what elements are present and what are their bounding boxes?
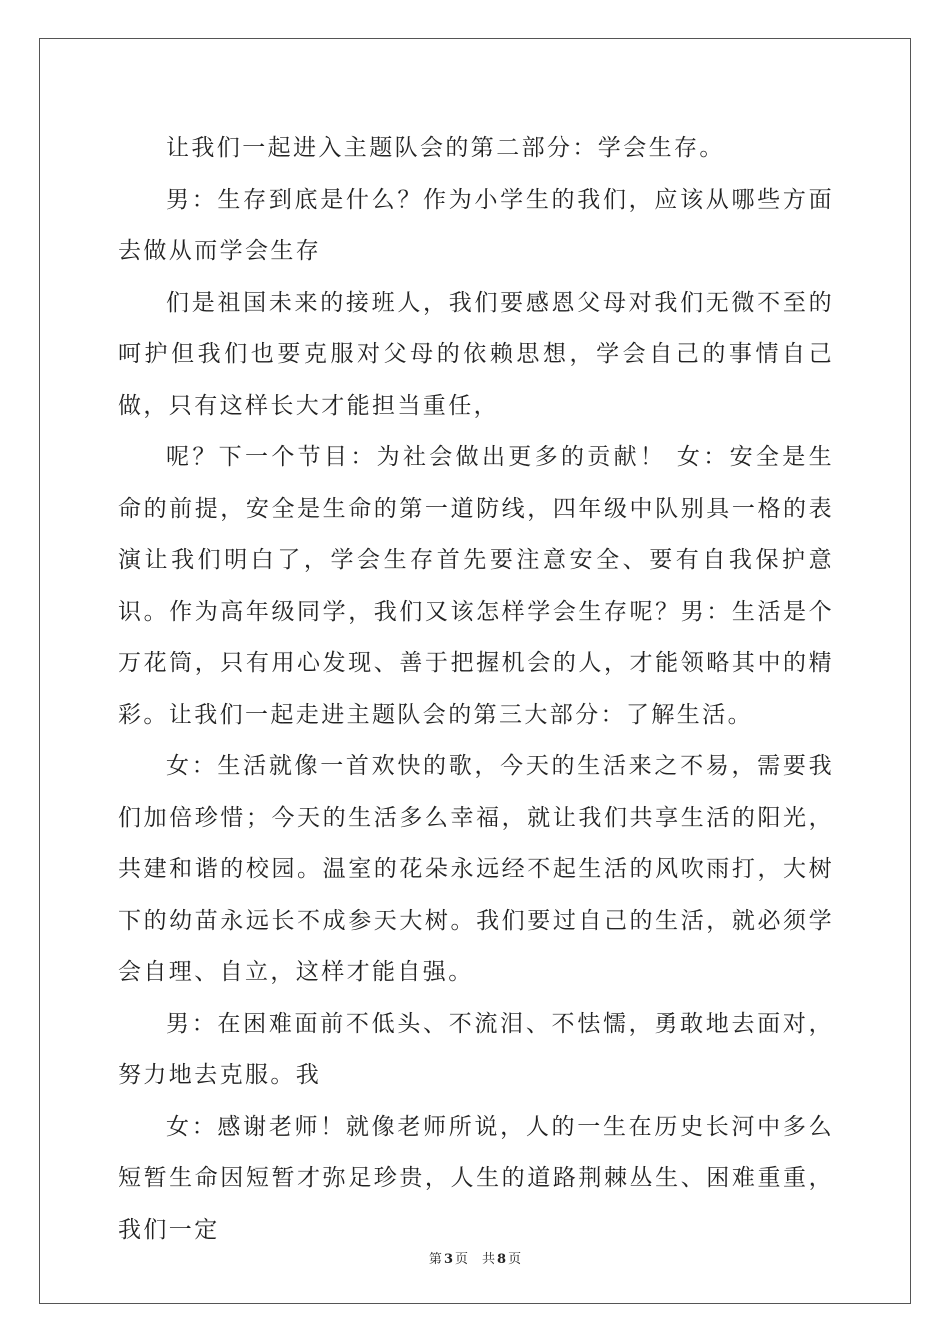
document-body	[118, 123, 834, 1256]
total-prefix: 共	[482, 1252, 496, 1267]
paragraph-7: 女：感谢老师！就像老师所说，人的一生在历史长河中多么短暂生命因短暂才弥足珍贵，人生的道路荆棘丛生、困难重重，我们一定	[118, 1113, 834, 1243]
total-pages-indicator	[482, 1248, 521, 1267]
paragraph-1: 让我们一起进入主题队会的第二部分：学会生存。	[166, 135, 725, 161]
page-prefix: 第	[428, 1252, 442, 1267]
paragraph-3: 们是祖国未来的接班人，我们要感恩父母对我们无微不至的呵护但我们也要克服对父母的依赖思想，学会自己的事情自己做，只有这样长大才能担当重任，	[118, 289, 834, 419]
total-suffix: 页	[508, 1252, 522, 1267]
page-footer	[0, 1248, 950, 1267]
paragraph-2: 男：生存到底是什么？作为小学生的我们，应该从哪些方面去做从而学会生存	[118, 186, 834, 264]
paragraph-5: 女：生活就像一首欢快的歌，今天的生活来之不易，需要我们加倍珍惜；今天的生活多么幸福，就让我们共享生活的阳光，共建和谐的校园。温室的花朵永远经不起生活的风吹雨打，大树下的幼苗永远长不成参天大树。我们要过自己的生活，就必须学会自理、自立，这样才能自强。	[118, 753, 834, 985]
paragraph-6: 男：在困难面前不低头、不流泪、不怯懦，勇敢地去面对，努力地去克服。我	[118, 1010, 834, 1088]
paragraph-4: 呢？下一个节目：为社会做出更多的贡献！ 女：安全是生命的前提，安全是生命的第一道防线，四年级中队别具一格的表演让我们明白了，学会生存首先要注意安全、要有自我保护意识。作为高年级同学，我们又该怎样学会生存呢？男：生活是个万花筒，只有用心发现、善于把握机会的人，才能领略其中的精彩。让我们一起走进主题队会的第三大部分：了解生活。	[118, 444, 834, 728]
current-page-number: 3	[443, 1252, 453, 1267]
page-indicator	[429, 1248, 468, 1267]
total-page-number: 8	[497, 1252, 507, 1267]
page-suffix: 页	[454, 1252, 468, 1267]
